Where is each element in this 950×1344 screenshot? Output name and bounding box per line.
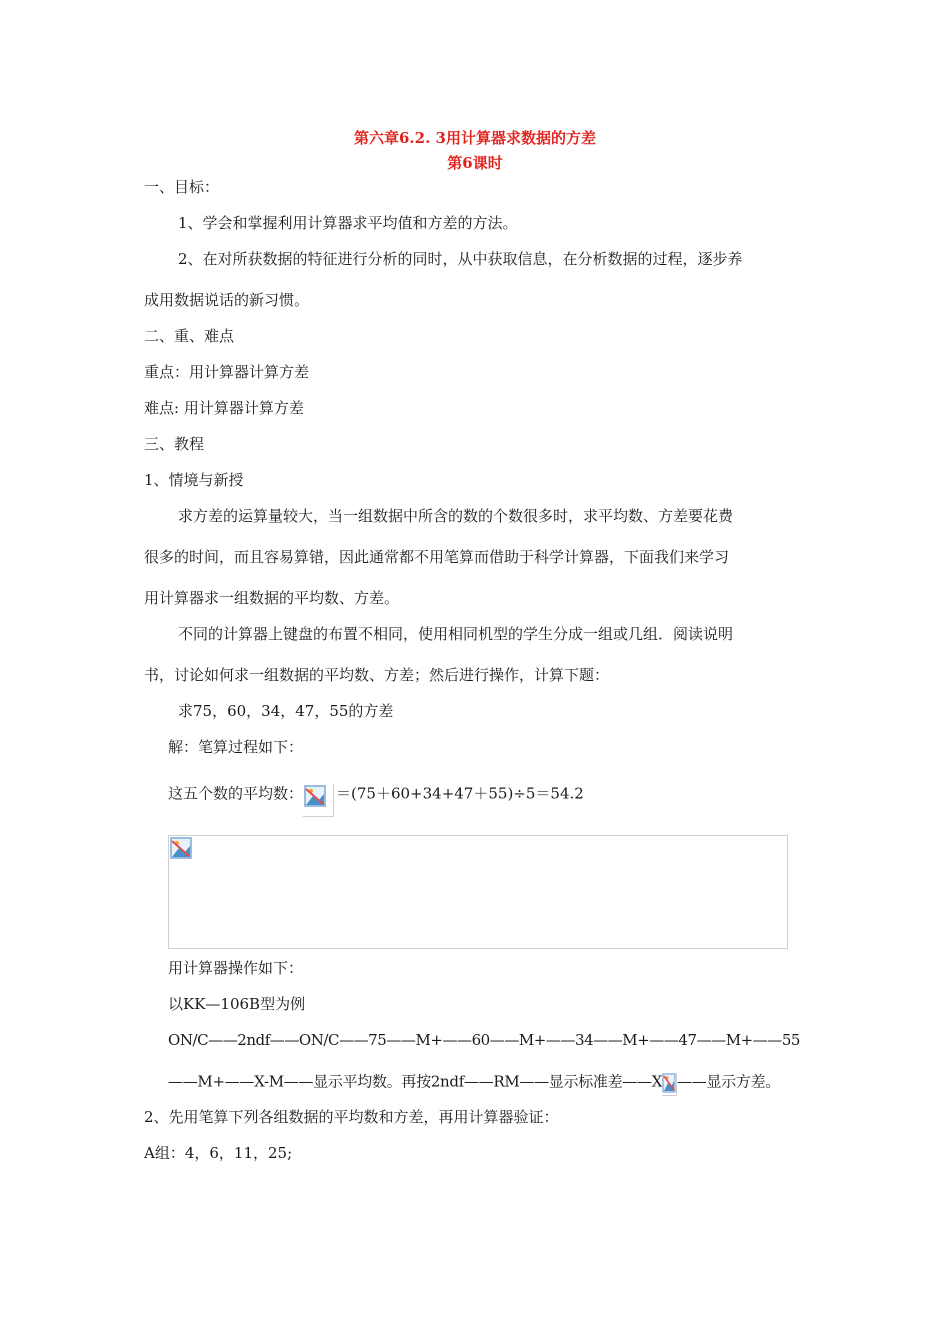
- section-2-heading: 二、重、难点: [144, 327, 235, 345]
- paragraph-1-line-1: 求方差的运算量较大，当一组数据中所含的数的个数很多时，求平均数、方差要花费: [178, 507, 734, 525]
- doc-subtitle: 第6课时: [447, 154, 503, 172]
- broken-image-icon: [170, 837, 192, 859]
- solution-label: 解：笔算过程如下：: [168, 738, 304, 756]
- difficult-point: 难点: 用计算器计算方差: [144, 399, 304, 417]
- image-frame: [168, 835, 788, 949]
- key-sequence-line-1: ON/C——2ndf——ON/C——75——M+——60——M+——34——M+——47——M+——55: [168, 1031, 801, 1049]
- paragraph-1-line-2: 很多的时间，而且容易算错，因此通常都不用笔算而借助于科学计算器，下面我们来学习: [144, 548, 730, 566]
- mean-line: [168, 778, 584, 811]
- paragraph-2-line-1: 不同的计算器上键盘的布置不相同，使用相同机型的学生分成一组或几组．阅读说明: [178, 625, 734, 643]
- goal-2-line-2: 成用数据说话的新习惯。: [144, 291, 310, 309]
- mean-formula: ＝(75＋60+34+47＋55)÷5＝54.2: [336, 784, 584, 803]
- calculator-model: 以KK—106B型为例: [168, 995, 306, 1013]
- section-3-heading: 三、教程: [144, 435, 205, 453]
- broken-image-icon: [662, 1073, 677, 1096]
- paragraph-2-line-2: 书，讨论如何求一组数据的平均数、方差；然后进行操作，计算下题：: [144, 666, 610, 684]
- key-sequence-line-2: [168, 1071, 780, 1094]
- goal-2-line-1: 2、在对所获数据的特征进行分析的同时，从中获取信息，在分析数据的过程，逐步养: [178, 250, 743, 268]
- calculator-operation-label: 用计算器操作如下：: [168, 959, 304, 977]
- key-point: 重点：用计算器计算方差: [144, 363, 310, 381]
- group-a: A组：4，6，11，25;: [144, 1144, 293, 1162]
- problem-statement: 求75，60，34，47，55的方差: [178, 702, 394, 720]
- subsection-2: 2、先用笔算下列各组数据的平均数和方差，再用计算器验证：: [144, 1108, 559, 1126]
- subsection-1: 1、情境与新授: [144, 471, 244, 489]
- section-1-heading: 一、目标：: [144, 178, 220, 196]
- broken-image-icon: [303, 784, 334, 817]
- mean-prefix: 这五个数的平均数：: [168, 784, 304, 803]
- goal-1: 1、学会和掌握利用计算器求平均值和方差的方法。: [178, 214, 518, 232]
- key-sequence-part-2: ——显示方差。: [677, 1072, 780, 1091]
- paragraph-1-line-3: 用计算器求一组数据的平均数、方差。: [144, 589, 400, 607]
- key-sequence-part-1: ——M+——X-M——显示平均数。再按2ndf——RM——显示标准差——X: [168, 1072, 663, 1091]
- doc-title: 第六章6.2. 3用计算器求数据的方差: [354, 129, 596, 147]
